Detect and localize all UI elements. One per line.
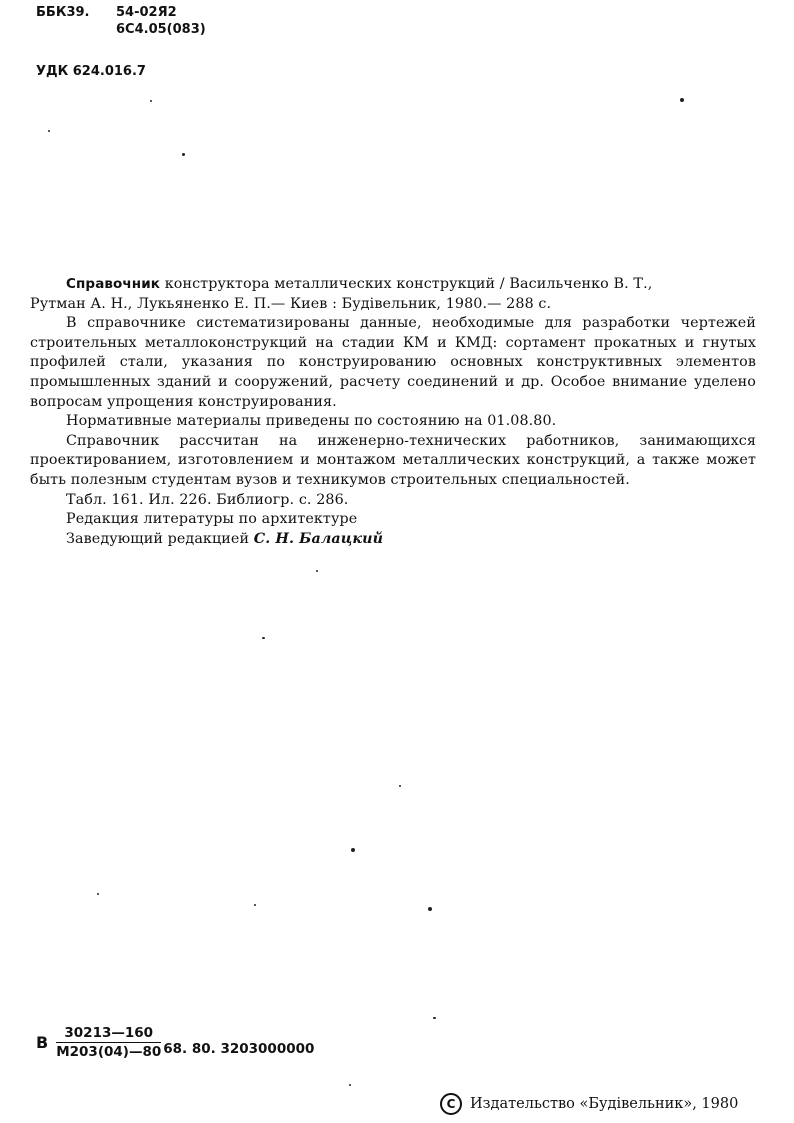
formula-numerator: 30213—160 bbox=[56, 1025, 161, 1043]
bbk-row bbox=[36, 4, 206, 21]
scan-speck bbox=[428, 907, 432, 911]
scan-speck bbox=[433, 1017, 436, 1019]
abstract bbox=[30, 275, 756, 549]
bibliographic-entry bbox=[66, 275, 756, 295]
title-bold: Справочник bbox=[66, 276, 161, 292]
bbk-code-2: 6С4.05(083) bbox=[116, 22, 206, 37]
scan-speck bbox=[150, 100, 152, 102]
bbk-row-2 bbox=[36, 21, 206, 38]
bbk-code-1: 54-02Я2 bbox=[116, 5, 177, 20]
annotation-paragraph-2: Нормативные материалы приведены по состоянию на 01.08.80. bbox=[66, 413, 557, 430]
annotation-paragraph-1: В справочнике систематизированы данные, необходимые для разработки чертежей строительных металлоконструкций на стадии КМ и КМД: сортамент прокатных и гнутых профилей стали, указания по конструированию основных конструктивных элементов промышленных зданий и сооружений, расчету соединений и др. Особое внимание уделено вопросам упрощения конструирования. bbox=[30, 315, 756, 410]
head-label: Заведующий редакцией bbox=[66, 530, 250, 547]
editorial-line: Редакция литературы по архитектуре bbox=[66, 511, 358, 528]
editor-in-chief-line bbox=[30, 530, 756, 550]
udk-code: УДК 624.016.7 bbox=[36, 64, 146, 79]
copyright-icon: C bbox=[440, 1093, 462, 1115]
scan-speck bbox=[399, 785, 401, 787]
formula-denominator: М203(04)—80 bbox=[56, 1044, 162, 1060]
scan-speck bbox=[680, 98, 684, 102]
formula-letter: В bbox=[36, 1033, 49, 1052]
scan-speck bbox=[182, 153, 185, 156]
head-name: С. Н. Балацкий bbox=[253, 530, 384, 547]
title-rest: конструктора металлических конструкций / Васильченко В. Т., bbox=[164, 276, 653, 292]
scan-speck bbox=[351, 848, 355, 852]
stats-line: Табл. 161. Ил. 226. Библиогр. с. 286. bbox=[66, 491, 349, 508]
copyright-line bbox=[440, 1093, 738, 1115]
formula-fraction bbox=[56, 1025, 161, 1060]
formula-tail: 68. 80. 3203000000 bbox=[163, 1040, 315, 1057]
scan-speck bbox=[316, 570, 318, 572]
scan-speck bbox=[349, 1084, 351, 1086]
catalog-formula bbox=[36, 1025, 314, 1060]
copyright-text: Издательство «Будівельник», 1980 bbox=[470, 1096, 739, 1112]
scan-speck bbox=[262, 637, 265, 639]
scan-speck bbox=[254, 904, 256, 906]
scan-speck bbox=[97, 893, 99, 895]
bbk-label: ББК39. bbox=[36, 5, 90, 20]
scan-speck bbox=[48, 130, 50, 132]
annotation-paragraph-3: Справочник рассчитан на инженерно-технических работников, занимающихся проектированием, изготовлением и монтажом металлических конструкций, а также может быть полезным студентам вузов и техникумов строительных специальностей. bbox=[30, 432, 756, 488]
authors-line: Рутман А. Н., Лукьяненко Е. П.— Киев : Будівельник, 1980.— 288 с. bbox=[30, 295, 552, 312]
bbk-block bbox=[36, 4, 206, 38]
